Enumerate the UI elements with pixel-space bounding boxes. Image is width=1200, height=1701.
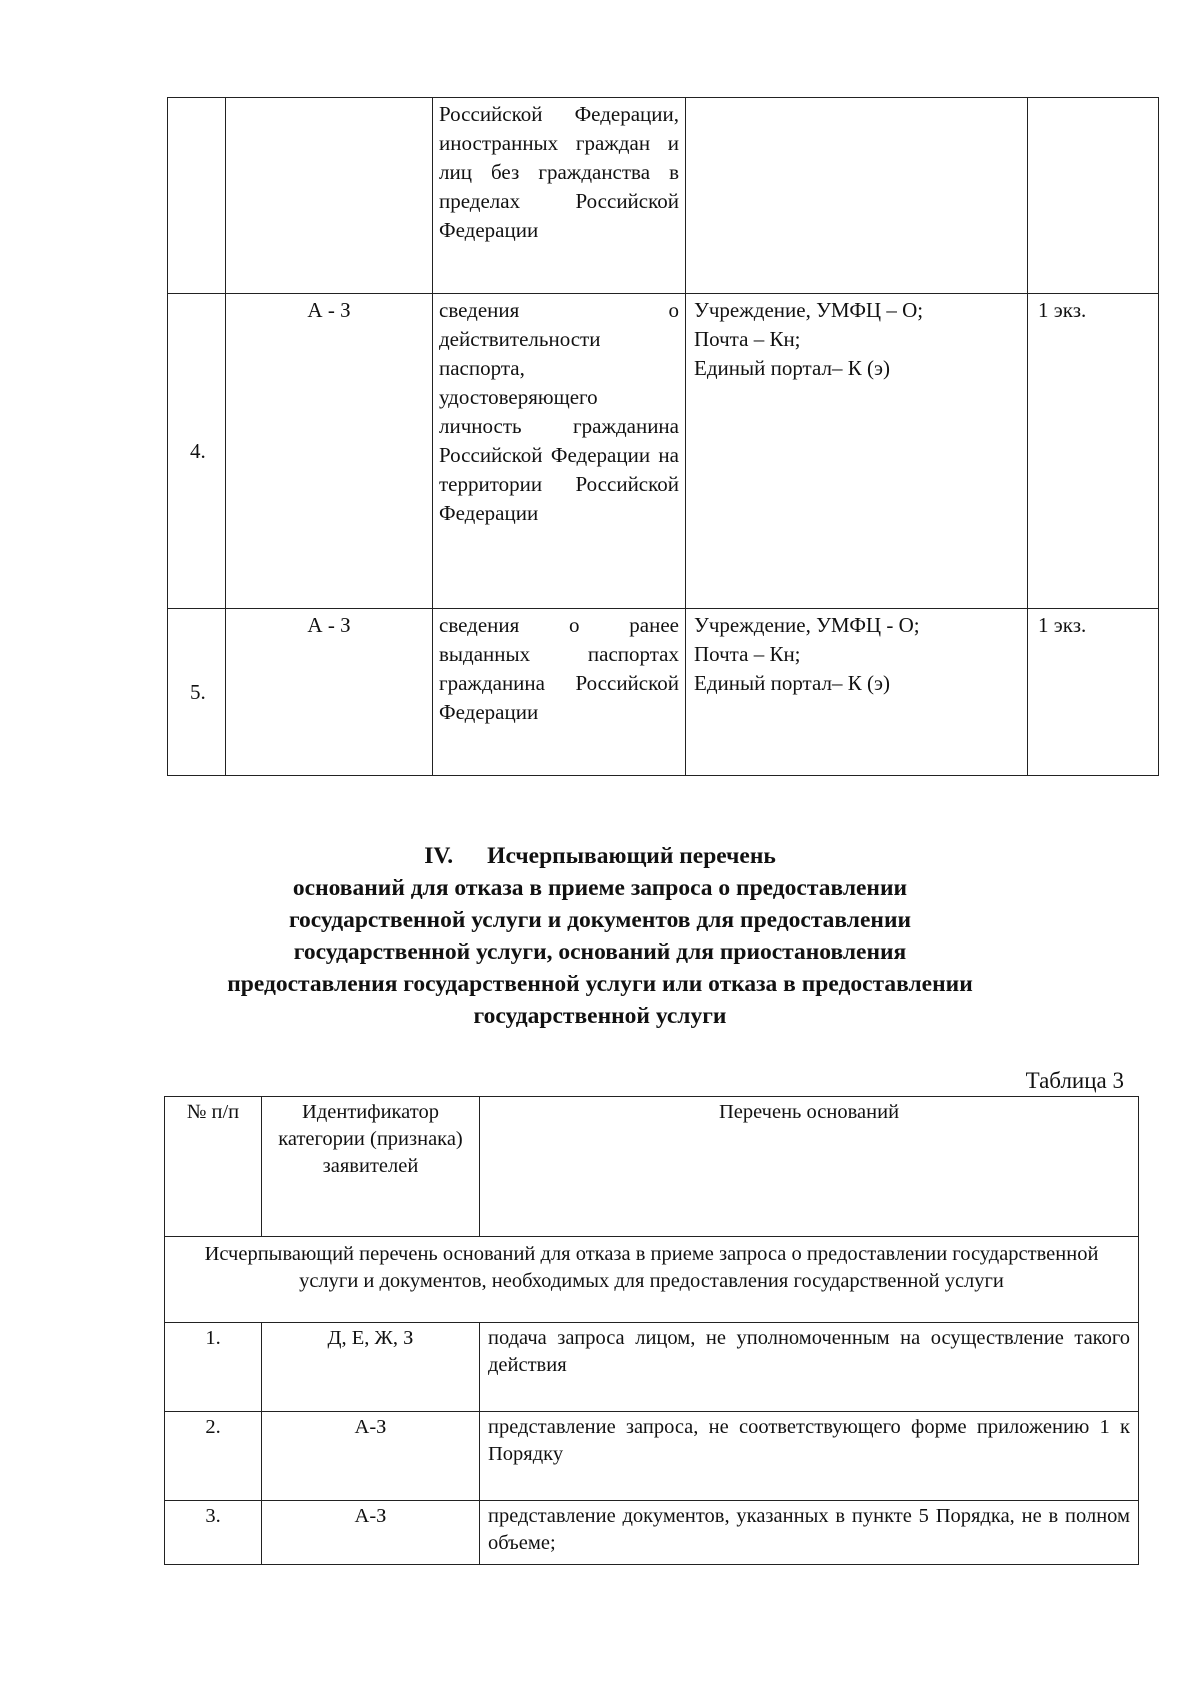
heading-line: государственной услуги [473, 1003, 727, 1029]
applicant-category-code: А - З [226, 294, 433, 609]
copies-count [1028, 98, 1159, 294]
delivery-method: Единый портал– К (э) [694, 356, 890, 380]
delivery-methods [686, 294, 1028, 609]
table-row [168, 294, 1159, 609]
delivery-method: Единый портал– К (э) [694, 671, 890, 695]
row-number: 4. [168, 294, 226, 609]
row-number: 1. [165, 1323, 262, 1412]
section-heading [150, 840, 1050, 1032]
document-description: сведения о ранее выданных паспортах гражданина Российской Федерации [433, 609, 686, 776]
refusal-reason: подача запроса лицом, не уполномоченным на осуществление такого действия [480, 1323, 1139, 1412]
delivery-method: Учреждение, УМФЦ – О; [694, 298, 924, 322]
row-number: 5. [168, 609, 226, 776]
table-header-row [165, 1097, 1139, 1237]
delivery-method: Почта – Кн; [694, 642, 801, 666]
header-number: № п/п [165, 1097, 262, 1237]
delivery-method: Почта – Кн; [694, 327, 801, 351]
documents-table [167, 97, 1159, 776]
delivery-methods [686, 98, 1028, 294]
copies-count: 1 экз. [1028, 294, 1159, 609]
applicant-category-code [226, 98, 433, 294]
refusal-reason: представление документов, указанных в пункте 5 Порядка, не в полном объеме; [480, 1501, 1139, 1565]
document-description: сведения о действительности паспорта, удостоверяющего личность гражданина Российской Федерации на территории Российской Федерации [433, 294, 686, 609]
table-row [168, 609, 1159, 776]
refusal-grounds-table [164, 1096, 1139, 1565]
applicant-category-code: А-З [262, 1412, 480, 1501]
table-caption: Таблица 3 [1025, 1068, 1124, 1093]
heading-line [150, 840, 1050, 872]
heading-line: предоставления государственной услуги или отказа в предоставлении [227, 971, 973, 997]
row-number: 3. [165, 1501, 262, 1565]
heading-line: оснований для отказа в приеме запроса о предоставлении [292, 875, 908, 901]
heading-line: государственной услуги и документов для предоставлении [288, 907, 912, 933]
row-number: 2. [165, 1412, 262, 1501]
delivery-methods [686, 609, 1028, 776]
copies-count: 1 экз. [1028, 609, 1159, 776]
refusal-reason: представление запроса, не соответствующего форме приложению 1 к Порядку [480, 1412, 1139, 1501]
applicant-category-code: А - З [226, 609, 433, 776]
heading-text: Исчерпывающий перечень [487, 843, 776, 869]
header-reasons: Перечень оснований [480, 1097, 1139, 1237]
table-row [165, 1412, 1139, 1501]
applicant-category-code: Д, Е, Ж, З [262, 1323, 480, 1412]
group-title: Исчерпывающий перечень оснований для отказа в приеме запроса о предоставлении государственной услуги и документов, необходимых для предоставления государственной услуги [165, 1237, 1139, 1323]
group-title-row [165, 1237, 1139, 1323]
document-description: Российской Федерации, иностранных граждан и лиц без гражданства в пределах Российской Федерации [433, 98, 686, 294]
heading-line: государственной услуги, оснований для приостановления [293, 939, 907, 965]
table-row [165, 1501, 1139, 1565]
row-number [168, 98, 226, 294]
section-number: IV. [424, 843, 454, 869]
header-category-code: Идентификатор категории (признака) заявителей [262, 1097, 480, 1237]
table-row [168, 98, 1159, 294]
applicant-category-code: А-З [262, 1501, 480, 1565]
table-row [165, 1323, 1139, 1412]
delivery-method: Учреждение, УМФЦ - О; [694, 613, 920, 637]
